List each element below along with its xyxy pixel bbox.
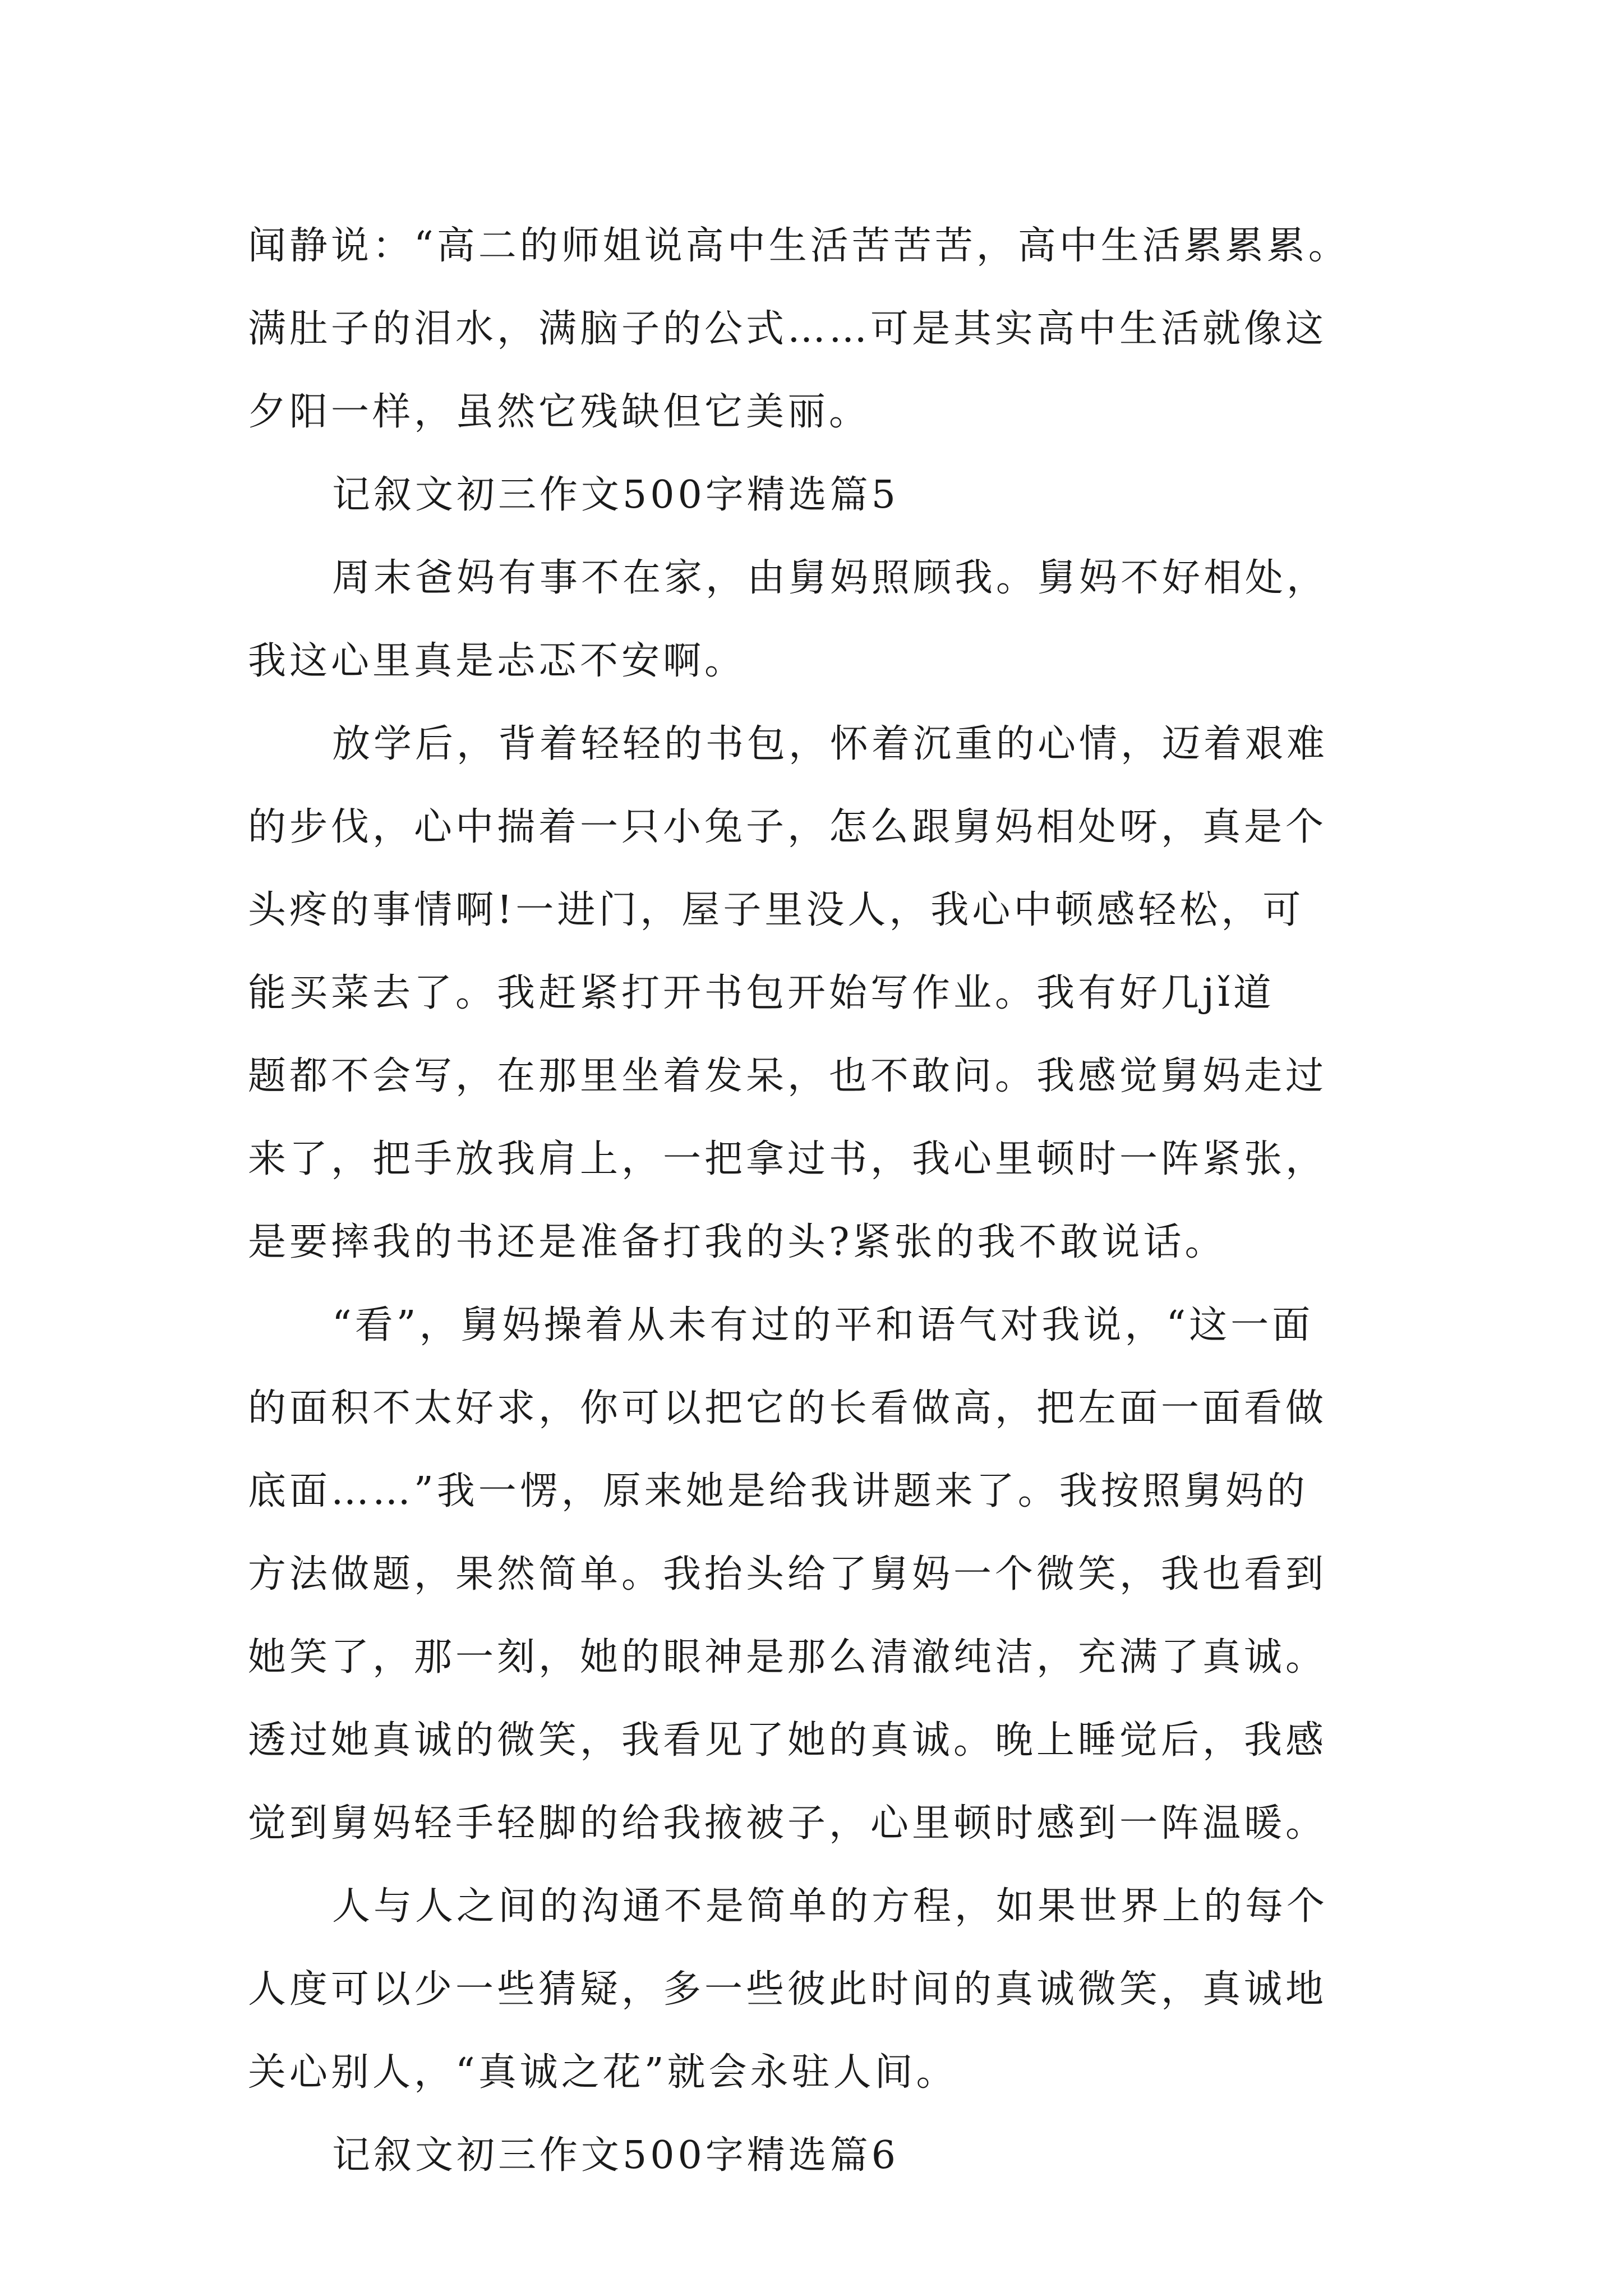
section-heading: 记叙文初三作文500字精选篇6 <box>332 2133 900 2178</box>
text-line: “看”，舅妈操着从未有过的平和语气对我说，“这一面 <box>332 1303 1314 1347</box>
text-line: 放学后，背着轻轻的书包，怀着沉重的心情，迈着艰难 <box>332 722 1329 766</box>
text-line: 她笑了，那一刻，她的眼神是那么清澈纯洁，充满了真诚。 <box>248 1635 1327 1680</box>
text-line: 能买菜去了。我赶紧打开书包开始写作业。我有好几jǐ道 <box>248 971 1275 1015</box>
text-line: 觉到舅妈轻手轻脚的给我掖被子，心里顿时感到一阵温暖。 <box>248 1801 1327 1846</box>
text-line: 的面积不太好求，你可以把它的长看做高，把左面一面看做 <box>248 1386 1327 1430</box>
text-line: 满肚子的泪水，满脑子的公式……可是其实高中生活就像这 <box>248 307 1327 351</box>
text-line: 人与人之间的沟通不是简单的方程，如果世界上的每个 <box>332 1884 1329 1929</box>
text-line: 底面……”我一愣，原来她是给我讲题来了。我按照舅妈的 <box>248 1469 1308 1513</box>
text-line: 关心别人，“真诚之花”就会永驻人间。 <box>248 2050 958 2095</box>
section-heading: 记叙文初三作文500字精选篇5 <box>332 473 900 517</box>
text-line: 来了，把手放我肩上，一把拿过书，我心里顿时一阵紧张， <box>248 1137 1327 1181</box>
text-line: 的步伐，心中揣着一只小兔子，怎么跟舅妈相处呀，真是个 <box>248 805 1327 849</box>
text-line: 闻静说：“高二的师姐说高中生活苦苦苦，高中生活累累累。 <box>248 224 1350 268</box>
text-line: 夕阳一样，虽然它残缺但它美丽。 <box>248 390 871 434</box>
text-line: 头疼的事情啊!一进门，屋子里没人，我心中顿感轻松，可 <box>248 888 1304 932</box>
text-line: 人度可以少一些猜疑，多一些彼此时间的真诚微笑，真诚地 <box>248 1967 1327 2012</box>
text-line: 周末爸妈有事不在家，由舅妈照顾我。舅妈不好相处， <box>332 556 1329 600</box>
document-body <box>248 205 1403 2197</box>
text-line: 是要摔我的书还是准备打我的头?紧张的我不敢说话。 <box>248 1220 1227 1264</box>
text-line: 题都不会写，在那里坐着发呆，也不敢问。我感觉舅妈走过 <box>248 1054 1327 1098</box>
text-line: 方法做题，果然简单。我抬头给了舅妈一个微笑，我也看到 <box>248 1552 1327 1596</box>
text-line: 我这心里真是忐忑不安啊。 <box>248 639 746 683</box>
text-line: 透过她真诚的微笑，我看见了她的真诚。晚上睡觉后，我感 <box>248 1718 1327 1763</box>
